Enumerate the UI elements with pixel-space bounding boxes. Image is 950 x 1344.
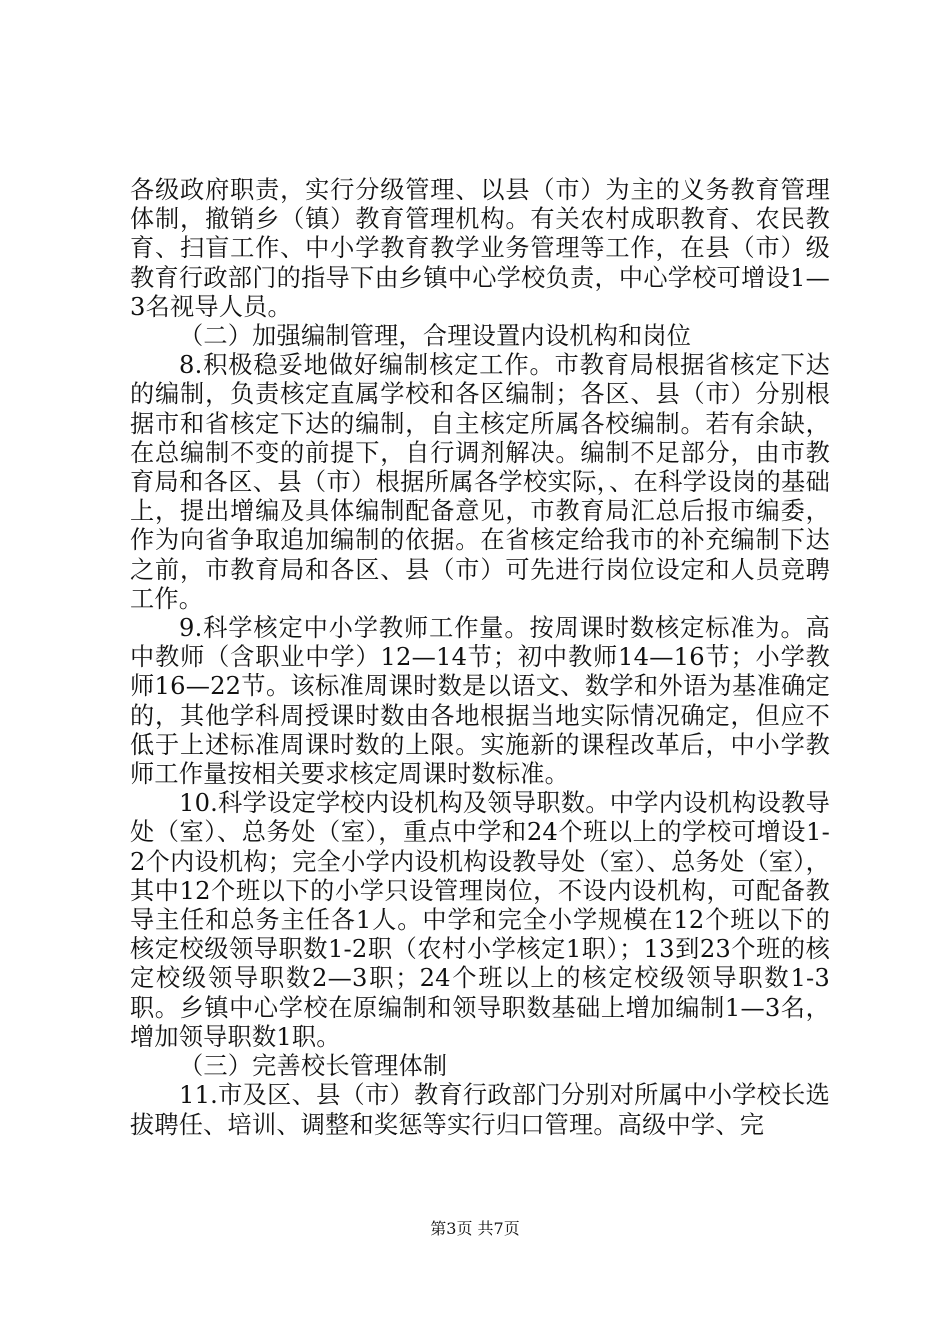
paragraph-continuation: 各级政府职责，实行分级管理、以县（市）为主的义务教育管理体制，撤销乡（镇）教育管理机构。有关农村成职教育、农民教育、扫盲工作、中小学教育教学业务管理等工作，在县（市）级教育行政部门的指导下由乡镇中心学校负责，中心学校可增设1—3名视导人员。 <box>130 176 830 321</box>
paragraph-item-10: 10.科学设定学校内设机构及领导职数。中学内设机构设教导处（室）、总务处（室），重点中学和24个班以上的学校可增设1-2个内设机构；完全小学内设机构设教导处（室）、总务处（室），其中12个班以下的小学只设管理岗位，不设内设机构，可配备教导主任和总务主任各1人。中学和完全小学规模在12个班以下的核定校级领导职数1-2职（农村小学核定1职）；13到23个班的核定校级领导职数2—3职；24个班以上的核定校级领导职数1-3职。乡镇中心学校在原编制和领导职数基础上增加编制1—3名，增加领导职数1职。 <box>130 789 830 1051</box>
document-body <box>130 176 830 1140</box>
paragraph-item-9: 9.科学核定中小学教师工作量。按周课时数核定标准为。高中教师（含职业中学）12—14节；初中教师14—16节；小学教师16—22节。该标准周课时数是以语文、数学和外语为基准确定的，其他学科周授课时数由各地根据当地实际情况确定，但应不低于上述标准周课时数的上限。实施新的课程改革后，中小学教师工作量按相关要求核定周课时数标准。 <box>130 614 830 789</box>
page-footer: 第3页 共7页 <box>430 1219 520 1238</box>
paragraph-item-11: 11.市及区、县（市）教育行政部门分别对所属中小学校长选拔聘任、培训、调整和奖惩等实行归口管理。高级中学、完 <box>130 1081 830 1139</box>
section-heading-3: （三）完善校长管理体制 <box>179 1052 448 1081</box>
paragraph-item-8: 8.积极稳妥地做好编制核定工作。市教育局根据省核定下达的编制，负责核定直属学校和各区编制；各区、县（市）分别根据市和省核定下达的编制，自主核定所属各校编制。若有余缺，在总编制不变的前提下，自行调剂解决。编制不足部分，由市教育局和各区、县（市）根据所属各学校实际，、在科学设岗的基础上，提出增编及具体编制配备意见，市教育局汇总后报市编委，作为向省争取追加编制的依据。在省核定给我市的补充编制下达之前，市教育局和各区、县（市）可先进行岗位设定和人员竞聘工作。 <box>130 351 830 613</box>
section-heading-2: （二）加强编制管理，合理设置内设机构和岗位 <box>179 322 692 351</box>
